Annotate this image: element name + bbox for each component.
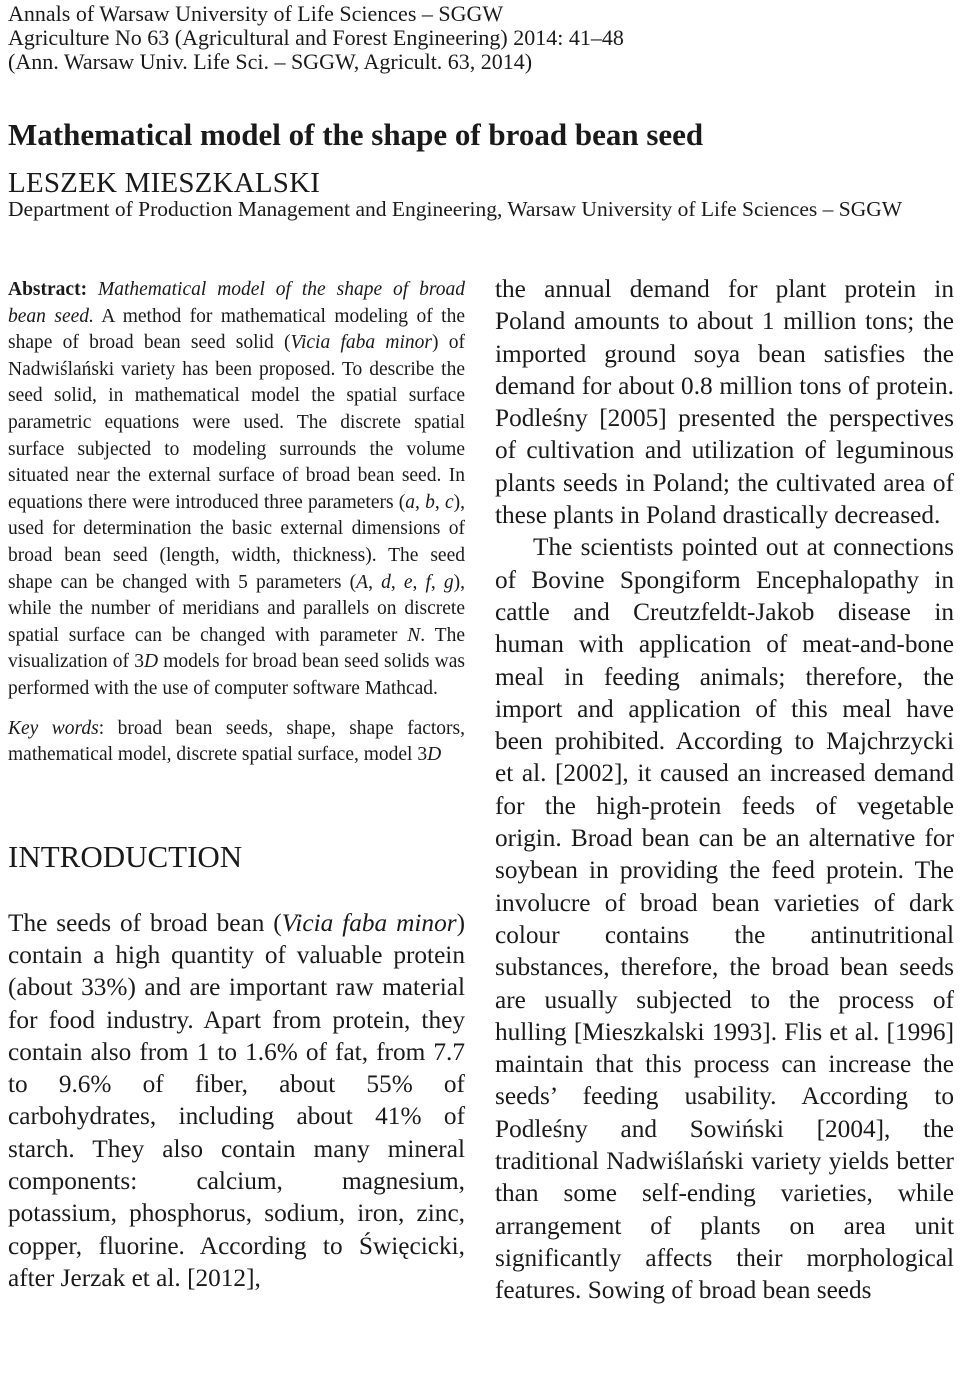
separator: ,	[368, 571, 382, 593]
parameter: c	[444, 491, 454, 513]
parameter: d	[381, 571, 391, 593]
separator: ,	[434, 491, 445, 513]
dimension-d: D	[143, 651, 159, 673]
dimension-d: D	[427, 744, 442, 766]
parameter: A	[356, 571, 369, 593]
separator: ,	[430, 571, 444, 593]
author-name: LESZEK MIESZKALSKI	[8, 167, 321, 199]
abstract-text: models for broad bean seed solids was performed with the use of computer software Mathcad.	[8, 651, 466, 699]
separator: ,	[412, 571, 426, 593]
body-paragraph: the annual demand for plant protein in Poland amounts to about 1 million tons; the imported ground soya bean satisfies the demand for about 0.8 million tons of protein. Podleśny [2005] presented the perspectives of cultivation and utilization of leguminous plants seeds in Poland; the cultivated area of these plants in Poland drastically decreased.	[495, 275, 954, 530]
author-affiliation: Department of Production Management and Engineering, Warsaw University of Life Sciences – SGGW	[8, 197, 903, 221]
abstract-title: Mathematical model of the shape of broad bean seed.	[8, 279, 465, 327]
abstract	[8, 277, 465, 703]
journal-line-2: Agriculture No 63 (Agricultural and Forest Engineering) 2014: 41–48	[8, 25, 624, 50]
keywords-text: : broad bean seeds, shape, shape factors, mathematical model, discrete spatial surface, model 3	[8, 717, 465, 766]
parameter: g	[443, 571, 454, 593]
keywords	[8, 716, 465, 769]
journal-header	[8, 2, 624, 74]
article-title: Mathematical model of the shape of broad bean seed	[8, 117, 704, 152]
journal-line-3: (Ann. Warsaw Univ. Life Sci. – SGGW, Agricult. 63, 2014)	[8, 49, 533, 74]
abstract-label: Abstract:	[8, 279, 88, 300]
parameter: f	[425, 571, 431, 593]
intro-text: The seeds of broad bean (	[8, 908, 282, 937]
abstract-text: ) of Nadwiślański variety has been proposed. To describe the seed solid, in mathematical model the spatial surface parametric equations were used. The discrete spatial surface subjected to modeling surrounds the volume situated near the external surface of broad bean seed. In equations there were introduced three parameters (	[8, 332, 465, 513]
species-name: Vicia faba minor	[290, 332, 432, 354]
journal-line-1: Annals of Warsaw University of Life Sciences – SGGW	[8, 1, 504, 26]
abstract-text: ), used for determination the basic external dimensions of broad bean seed (length, width, thickness). The seed shape can be changed with 5 parameters (	[8, 491, 465, 593]
abstract-text: A method for mathematical modeling of the shape of broad bean seed solid (	[8, 305, 465, 354]
right-column	[495, 273, 954, 1307]
parameter: e	[403, 571, 413, 593]
left-column	[8, 277, 465, 1294]
introduction-paragraph	[8, 907, 465, 1295]
abstract-text: ), while the number of meridians and parallels on discrete spatial surface can be changed with parameter	[8, 571, 466, 646]
species-name: Vicia faba minor	[281, 908, 457, 937]
keywords-label: Key words	[8, 717, 99, 739]
parameter: N	[407, 624, 421, 646]
body-paragraph: The scientists pointed out at connections of Bovine Spongiform Encephalopathy in cattle and Creutzfeldt-Jakob disease in human with application of meat-and-bone meal in feeding animals; therefore, the import and application of this meal have been prohibited. According to Majchrzycki et al. [2002], it caused an increased demand for the high-protein feeds of vegetable origin. Broad bean can be an alternative for soybean in providing the feed protein. The involucre of broad bean varieties of dark colour contains the antinutritional substances, therefore, the broad bean seeds are usually subjected to the process of hulling [Mieszkalski 1993]. Flis et al. [1996] maintain that this process can increase the seeds’ feeding usability. According to Podleśny and Sowiński [2004], the traditional Nadwiślański variety yields better than some self-ending varieties, while arrangement of plants on area unit significantly affects their morphological features. Sowing of broad bean seeds	[495, 533, 954, 1305]
intro-text: ) contain a high quantity of valuable protein (about 33%) and are important raw material for food industry. Apart from protein, they contain also from 1 to 1.6% of fat, from 7.7 to 9.6% of fiber, about 55% of carbohydrates, including about 41% of starch. They also contain many mineral components: calcium, magnesium, potassium, phosphorus, sodium, iron, zinc, copper, fluorine. According to Święcicki, after Jerzak et al. [2012],	[8, 908, 465, 1292]
section-heading-introduction: INTRODUCTION	[8, 838, 243, 874]
separator: ,	[390, 571, 404, 593]
parameter: a	[405, 491, 416, 513]
parameter: b	[425, 491, 435, 513]
abstract-text: . The visualization of 3	[8, 624, 465, 673]
separator: ,	[415, 491, 426, 513]
